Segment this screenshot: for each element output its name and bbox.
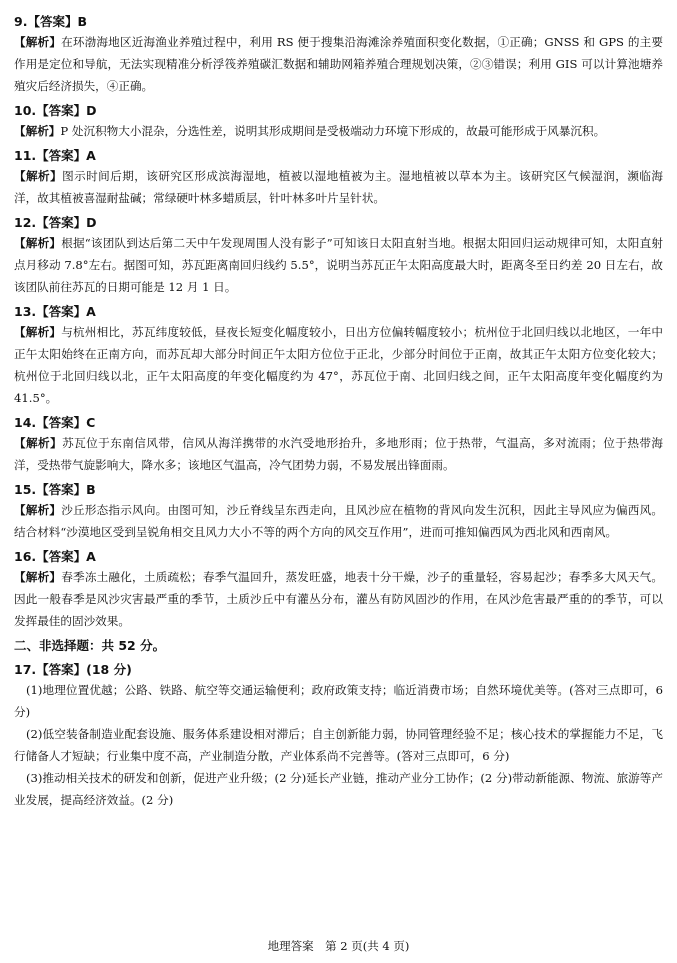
analysis-text [14, 165, 663, 209]
analysis-text [14, 321, 663, 409]
analysis-tag: 【解析】 [14, 124, 61, 138]
question-10 [14, 101, 663, 142]
analysis-body: 沙丘形态指示风向。由图可知，沙丘脊线呈东西走向，且风沙应在植物的背风向发生沉积，因此主导风应为偏西风。结合材料“沙漠地区受到呈锐角相交且风力大小不等的两个方向的风交互作用”，进而可推知偏西风为西北风和西南风。 [14, 503, 663, 539]
question-16 [14, 547, 663, 632]
analysis-tag: 【解析】 [14, 436, 63, 450]
analysis-body: 根据“该团队到达后第二天中午发现周围人没有影子”可知该日太阳直射当地。根据太阳回归运动规律可知，太阳直射点月移动 7.8°左右。据图可知，苏瓦距离南回归线约 5.5°，说明当苏瓦正午太阳高度最大时，距离冬至日约差 20 日左右，故该团队前往苏瓦的日期可能是 12 月 1 日。 [14, 236, 663, 294]
analysis-body: P 处沉积物大小混杂，分选性差，说明其形成期间是受极端动力环境下形成的，故最可能形成于风暴沉积。 [60, 124, 606, 138]
analysis-text [14, 432, 663, 476]
analysis-tag: 【解析】 [14, 236, 62, 250]
answer-line: 12.【答案】D [14, 215, 97, 230]
question-13 [14, 302, 663, 409]
analysis-body: 春季冻土融化，土质疏松；春季气温回升，蒸发旺盛，地表十分干燥，沙子的重量轻，容易起沙；春季多大风天气。因此一般春季是风沙灾害最严重的季节，土质沙丘中有灌丛分布，灌丛有防风固沙的作用，在风沙危害最严重的的季节，可以发挥最佳的固沙效果。 [14, 570, 663, 628]
analysis-tag: 【解析】 [14, 35, 62, 49]
answer-line: 11.【答案】A [14, 148, 96, 163]
analysis-body: 图示时间后期，该研究区形成滨海湿地，植被以湿地植被为主。湿地植被以草本为主。该研究区气候湿润，濒临海洋，故其植被喜湿耐盐碱；常绿硬叶林多蜡质层，针叶林多叶片呈针状。 [14, 169, 663, 205]
answer-line: 16.【答案】A [14, 549, 96, 564]
question-11 [14, 146, 663, 209]
answer-line: 14.【答案】C [14, 415, 96, 430]
answer-part-1: (1)地理位置优越；公路、铁路、航空等交通运输便利；政府政策支持；临近消费市场；自然环境优美等。(答对三点即可，6 分) [14, 683, 663, 719]
analysis-text [14, 120, 663, 142]
analysis-body: 在环渤海地区近海渔业养殖过程中，利用 RS 便于搜集沿海滩涂养殖面积变化数据，①正确；GNSS 和 GPS 的主要作用是定位和导航，无法实现精准分析浮筏养殖碳汇数据和辅助网箱养殖合理规划决策，②③错误；利用 GIS 可以计算池塘养殖灾后经济损失，④正确。 [14, 35, 663, 93]
answer-page [14, 8, 663, 811]
answer-line: 13.【答案】A [14, 304, 96, 319]
answer-line: 9.【答案】B [14, 14, 87, 29]
analysis-text [14, 566, 663, 632]
analysis-tag: 【解析】 [14, 570, 62, 584]
analysis-text [14, 232, 663, 298]
answer-part-3: (3)推动相关技术的研发和创新，促进产业升级；(2 分)延长产业链，推动产业分工协作；(2 分)带动新能源、物流、旅游等产业发展，提高经济效益。(2 分) [14, 771, 663, 807]
answer-line: 17.【答案】(18 分) [14, 662, 132, 677]
analysis-text [14, 31, 663, 97]
analysis-tag: 【解析】 [14, 325, 62, 339]
analysis-tag: 【解析】 [14, 503, 62, 517]
analysis-body: 苏瓦位于东南信风带，信风从海洋携带的水汽受地形抬升，多地形雨；位于热带，气温高，多对流雨；位于热带海洋，受热带气旋影响大，降水多；该地区气温高，冷气团势力弱，不易发展出锋面雨。 [14, 436, 663, 472]
question-17 [14, 660, 663, 811]
answer-line: 10.【答案】D [14, 103, 97, 118]
answer-line: 15.【答案】B [14, 482, 96, 497]
section-title: 二、非选择题：共 52 分。 [14, 638, 166, 653]
question-9 [14, 12, 663, 97]
analysis-tag: 【解析】 [14, 169, 63, 183]
answer-part-2: (2)低空装备制造业配套设施、服务体系建设相对滞后；自主创新能力弱，协同管理经验不足；核心技术的掌握能力不足，飞行储备人才短缺；行业集中度不高，产业制造分散，产业体系尚不完善等。(答对三点即可，6 分) [14, 727, 663, 763]
page-footer: 地理答案 第 2 页(共 4 页) [267, 939, 410, 953]
analysis-text [14, 499, 663, 543]
question-15 [14, 480, 663, 543]
analysis-body: 与杭州相比，苏瓦纬度较低，昼夜长短变化幅度较小，日出方位偏转幅度较小；杭州位于北回归线以北地区，一年中正午太阳始终在正南方向，而苏瓦却大部分时间正午太阳方位位于正北，少部分时间位于正南，故其正午太阳方位变化较大；杭州位于北回归线以北，正午太阳高度的年变化幅度约为 47°，苏瓦位于南、北回归线之间，正午太阳高度年变化幅度约为 41.5°。 [14, 325, 663, 405]
question-12 [14, 213, 663, 298]
question-14 [14, 413, 663, 476]
